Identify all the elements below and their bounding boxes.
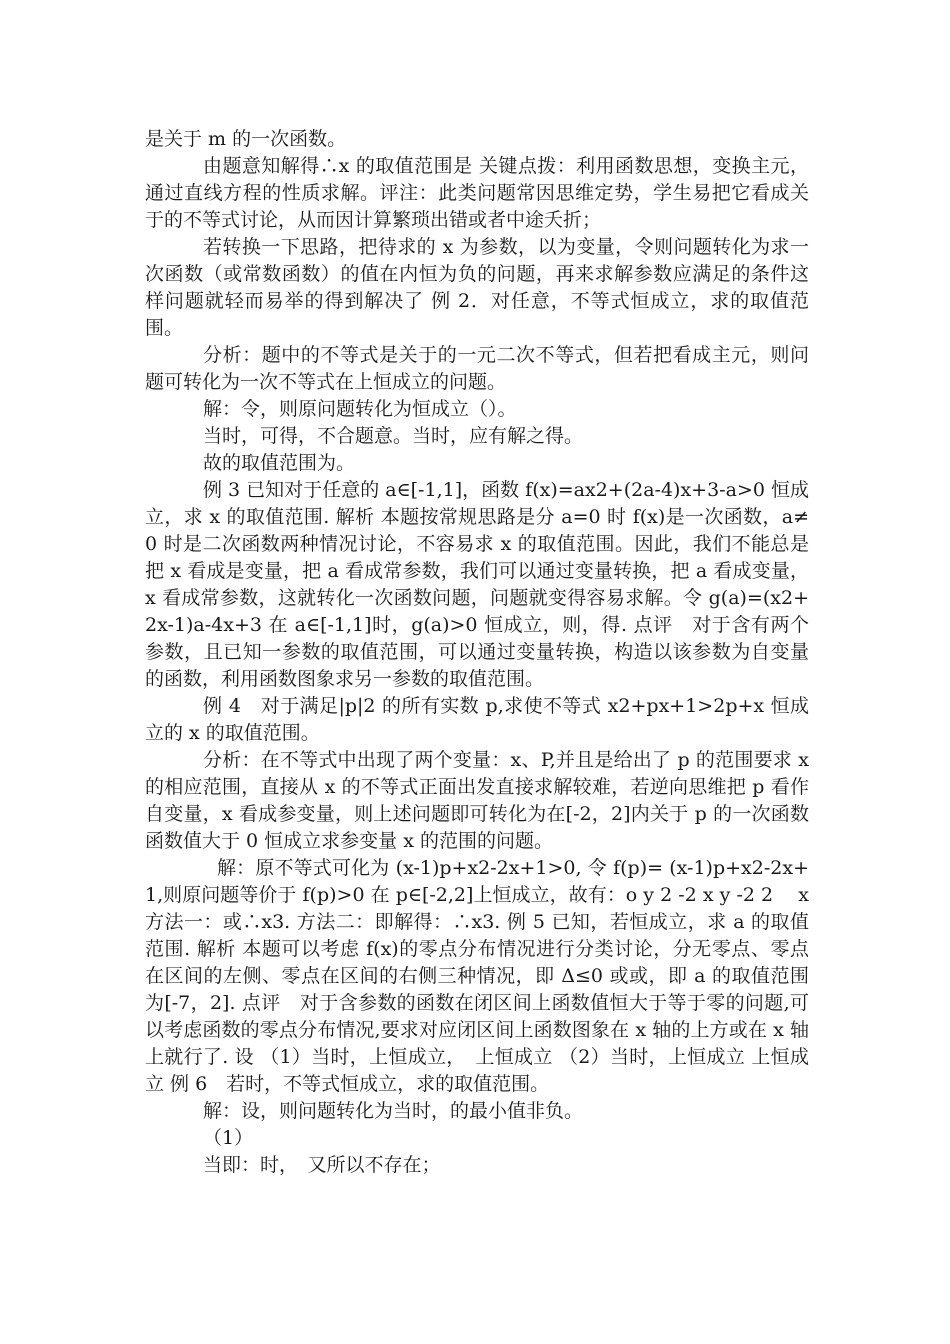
paragraph-intro-line: 是关于 m 的一次函数。 xyxy=(145,128,347,150)
paragraph-solution-2b: 当时，可得，不合题意。当时，应有解之得。 xyxy=(203,425,584,447)
paragraph-case-1-text: 当即：时， 又所以不存在； xyxy=(203,1154,441,1176)
paragraph-analysis-2: 分析：题中的不等式是关于的一元二次不等式，但若把看成主元，则问题可转化为一次不等式在上恒成立的问题。 xyxy=(145,344,809,393)
paragraph-example-2: 若转换一下思路，把待求的 x 为参数，以为变量，令则问题转化为求一次函数（或常数函数）的值在内恒为负的问题，再来求解参数应满足的条件这样问题就轻而易举的得到解决了 例 2．对任意，不等式恒成立，求的取值范围。 xyxy=(145,236,809,339)
document-page xyxy=(145,126,829,1179)
paragraph-case-1-label: （1） xyxy=(203,1127,254,1149)
paragraph-example-3: 例 3 已知对于任意的 a∈[-1,1]，函数 f(x)=ax2+(2a-4)x+3-a>0 恒成立，求 x 的取值范围. 解析 本题按常规思路是分 a=0 时 f(x)是一次函数，a≠0 时是二次函数两种情况讨论，不容易求 x 的取值范围。因此，我们不能总是把 x 看成是变量，把 a 看成常参数，我们可以通过变量转换，把 a 看成变量，x 看成常参数，这就转化一次函数问题，问题就变得容易求解。令 g(a)=(x2+2x-1)a-4x+3 在 a∈[-1,1]时，g(a)>0 恒成立，则，得. 点评 对于含有两个参数，且已知一参数的取值范围，可以通过变量转换，构造以该参数为自变量的函数，利用函数图象求另一参数的取值范围。 xyxy=(145,479,809,690)
paragraph-example-4: 例 4 对于满足|p|2 的所有实数 p,求使不等式 x2+px+1>2p+x 恒成立的 x 的取值范围。 xyxy=(145,695,809,744)
paragraph-solution-2a: 解：令，则原问题转化为恒成立（）。 xyxy=(203,398,517,420)
paragraph-analysis-4: 分析：在不等式中出现了两个变量：x、P,并且是给出了 p 的范围要求 x 的相应范围，直接从 x 的不等式正面出发直接求解较难，若逆向思维把 p 看作自变量，x 看成参变量，则上述问题即可转化为在[-2，2]内关于 p 的一次函数函数值大于 0 恒成立求参变量 x 的范围的问题。 xyxy=(145,749,809,852)
paragraph-solution-4-and-example-5: 解：原不等式可化为 (x-1)p+x2-2x+1>0, 令 f(p)= (x-1)p+x2-2x+1,则原问题等价于 f(p)>0 在 p∈[-2,2]上恒成立，故有：o y 2 -2 x y -2 2 x 方法一：或∴x3. 方法二：即解得：∴x3. 例 5 已知，若恒成立，求 a 的取值范围. 解析 本题可以考虑 f(x)的零点分布情况进行分类讨论，分无零点、零点在区间的左侧、零点在区间的右侧三种情况，即 Δ≤0 或或，即 a 的取值范围为[-7，2]. 点评 对于含参数的函数在闭区间上函数值恒大于等于零的问题,可以考虑函数的零点分布情况,要求对应闭区间上函数图象在 x 轴的上方或在 x 轴上就行了. 设 （1）当时，上恒成立， 上恒成立 （2）当时，上恒成立 上恒成立 例 6 若时，不等式恒成立，求的取值范围。 xyxy=(145,857,829,1095)
paragraph-solution-6: 解：设，则问题转化为当时，的最小值非负。 xyxy=(203,1100,584,1122)
paragraph-solution-note: 由题意知解得∴x 的取值范围是 关键点拨：利用函数思想，变换主元，通过直线方程的性质求解。评注：此类问题常因思维定势，学生易把它看成关于的不等式讨论，从而因计算繁琐出错或者中途夭折； xyxy=(145,155,809,231)
paragraph-solution-2c: 故的取值范围为。 xyxy=(203,452,356,474)
